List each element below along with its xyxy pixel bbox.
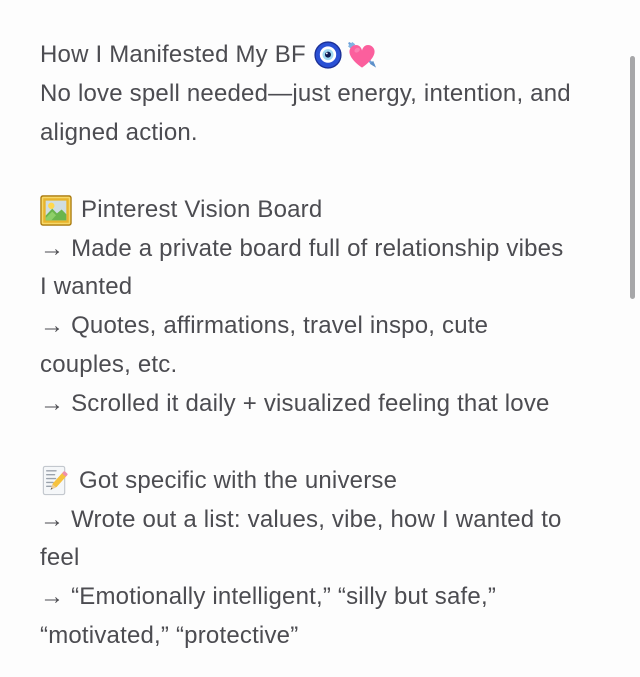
- post-title-line: [40, 36, 622, 75]
- text-line: → Scrolled it daily + visualized feeling that love: [40, 389, 550, 417]
- text-line: → Quotes, affirmations, travel inspo, cute: [40, 312, 489, 340]
- text-line: → “Emotionally intelligent,” “silly but safe,”: [40, 582, 497, 610]
- blank-line: [40, 423, 622, 462]
- scrollbar-thumb[interactable]: [630, 56, 635, 299]
- heart-with-arrow-emoji: [346, 40, 379, 71]
- text-line: I wanted: [40, 273, 133, 301]
- framed-picture-emoji: [40, 195, 72, 226]
- text-line: aligned action.: [40, 118, 198, 146]
- section-heading-text: Pinterest Vision Board: [81, 196, 323, 224]
- text-line: No love spell needed—just energy, intention, and: [40, 80, 571, 108]
- post-title-text: How I Manifested My BF: [40, 41, 306, 69]
- blank-line: [40, 152, 622, 191]
- memo-emoji: [40, 465, 70, 496]
- post-body: [40, 36, 622, 655]
- text-line: → Wrote out a list: values, vibe, how I wanted to: [40, 505, 562, 533]
- section-heading: [40, 191, 622, 230]
- text-line: “motivated,” “protective”: [40, 621, 299, 649]
- nazar-amulet-emoji: [313, 40, 343, 70]
- section-heading-text: Got specific with the universe: [79, 466, 398, 494]
- text-line: couples, etc.: [40, 350, 178, 378]
- text-line: feel: [40, 544, 80, 572]
- text-line: → Made a private board full of relationship vibes: [40, 234, 564, 262]
- section-heading: [40, 462, 622, 501]
